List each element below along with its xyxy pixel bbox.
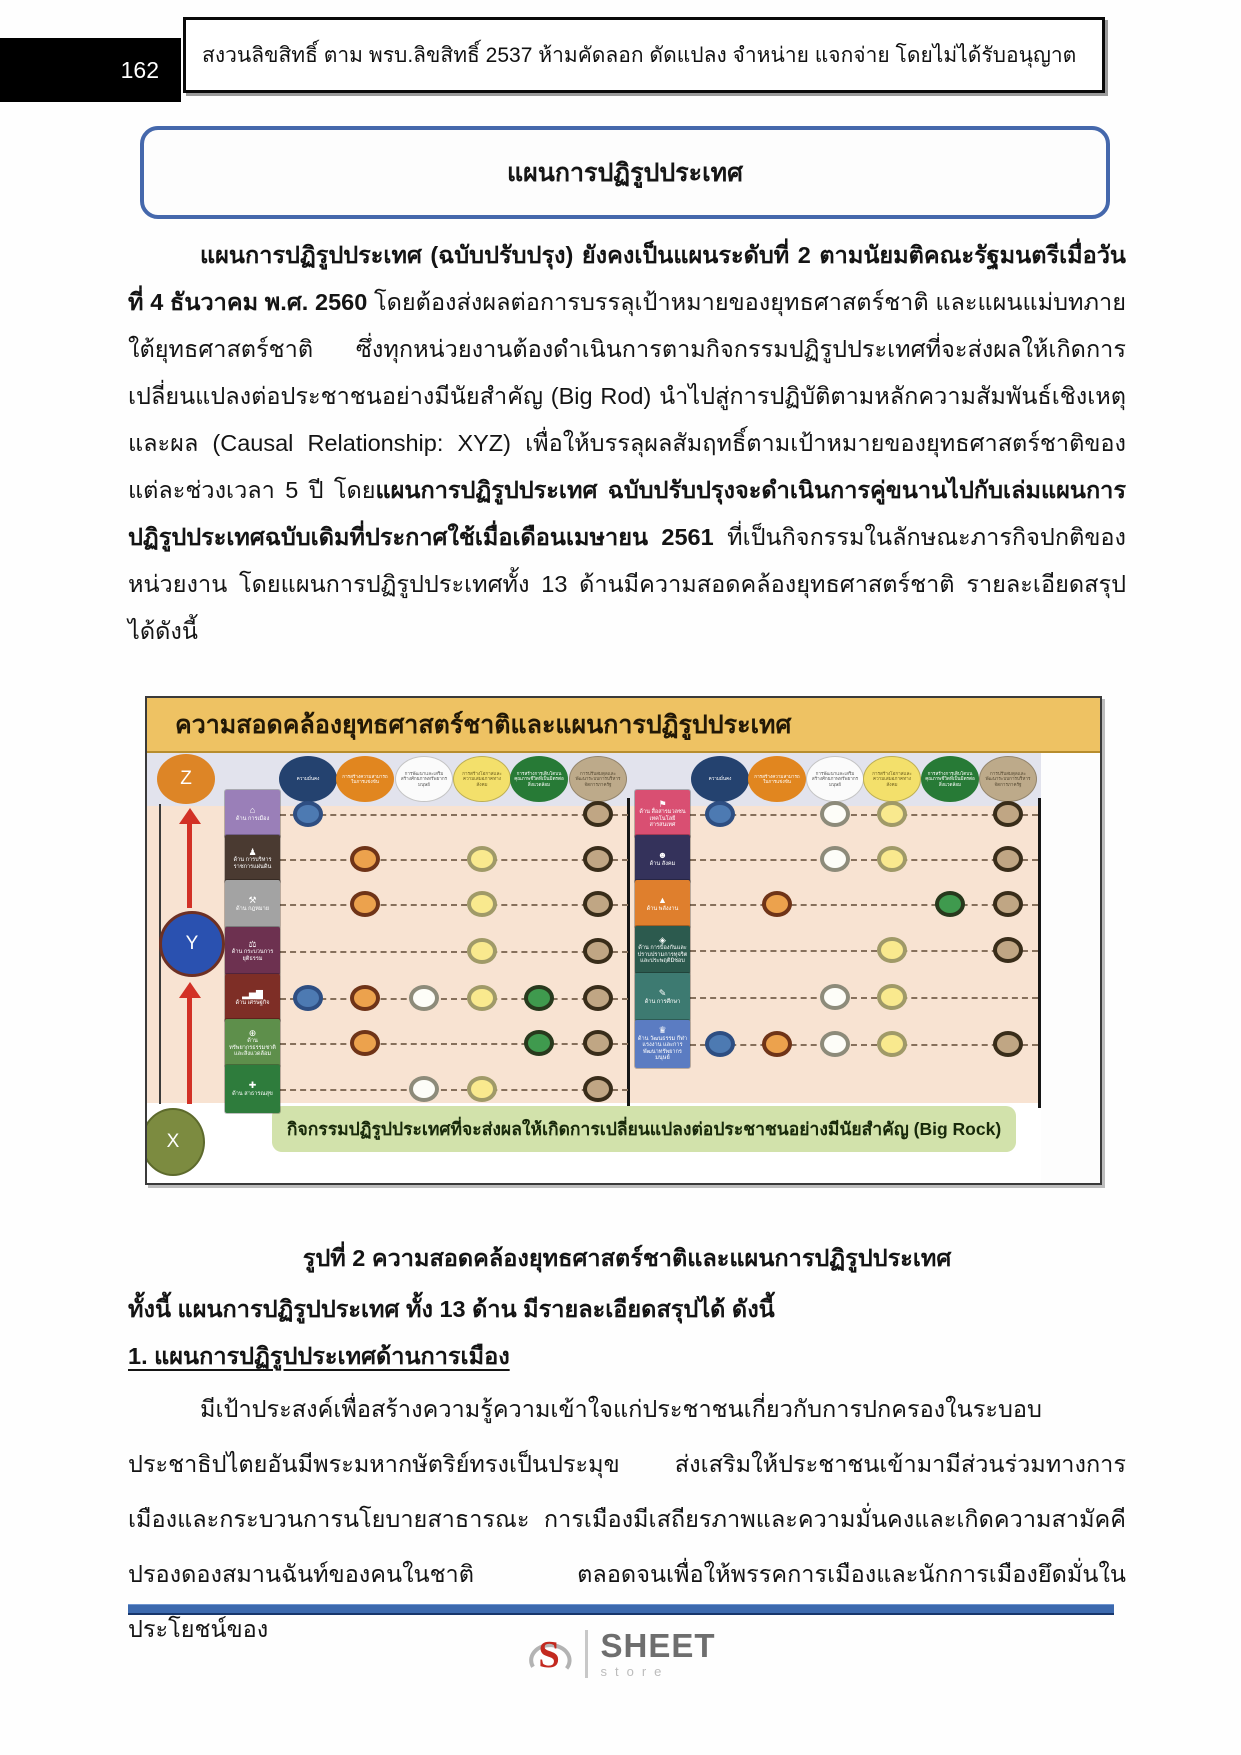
alignment-dot xyxy=(993,801,1023,827)
alignment-dot xyxy=(877,1031,907,1057)
section-body-paragraph: มีเป้าประสงค์เพื่อสร้างความรู้ความเข้าใจแก่ประชาชนเกี่ยวกับการปกครองในระบอบประชาธิปไตยอันมีพระมหากษัตริย์ทรงเป็นประมุข ส่งเสริมให้ประชาชนเข้ามามีส่วนร่วมทางการเมืองและกระบวนการนโยบายสาธารณะ การเมืองมีเสถียรภาพและความมั่นคงและเกิดความสามัคคีปรองดองสมานฉันท์ของคนในชาติ ตลอดจนเพื่อให้พรรคการเมืองและนักการเมืองยึดมั่นในประโยชน์ของ xyxy=(128,1396,1126,1642)
plan-icon: ◈ xyxy=(659,934,666,945)
row-connector-line xyxy=(690,1044,1038,1046)
plan-chip xyxy=(635,835,690,883)
row-connector-line xyxy=(690,859,1038,861)
alignment-dot xyxy=(762,891,792,917)
plan-icon: ⚒ xyxy=(248,895,257,906)
plan-label: ด้าน กระบวนการยุติธรรม xyxy=(231,949,274,962)
alignment-dot xyxy=(583,1030,613,1056)
alignment-dot xyxy=(993,891,1023,917)
plan-chip xyxy=(225,974,280,1022)
plan-chip xyxy=(635,880,690,928)
page-number: 162 xyxy=(120,56,159,83)
plan-chip xyxy=(225,1065,280,1113)
page-number-box xyxy=(0,38,181,102)
alignment-dot xyxy=(583,1076,613,1102)
strategy-oval: การสร้างความสามารถในการแข่งขัน xyxy=(336,756,394,802)
alignment-diagram xyxy=(145,696,1102,1185)
row-connector-line xyxy=(690,904,1038,906)
row-connector-line xyxy=(280,904,628,906)
alignment-dot xyxy=(583,846,613,872)
logo-divider xyxy=(585,1630,588,1678)
plan-chip xyxy=(225,835,280,883)
row-connector-line xyxy=(280,998,628,1000)
plan-label: ด้าน สังคม xyxy=(649,860,676,867)
plan-label: ด้าน กฎหมาย xyxy=(235,905,270,912)
y-axis-circle xyxy=(159,911,225,977)
plan-label: ด้าน วัฒนธรรม กีฬา แรงงาน และการพัฒนาทรัพยากรมนุษย์ xyxy=(637,1035,688,1062)
alignment-dot xyxy=(820,801,850,827)
plan-label: ด้าน ทรัพยากรธรรมชาติและสิ่งแวดล้อม xyxy=(229,1038,276,1057)
footer-logo xyxy=(0,1628,1241,1680)
section-intro-line: ทั้งนี้ แผนการปฏิรูปประเทศ ทั้ง 13 ด้าน มีรายละเอียดสรุปได้ ดังนี้ xyxy=(128,1296,775,1322)
plan-icon: ✎ xyxy=(658,988,667,999)
row-connector-line xyxy=(280,859,628,861)
z-axis-circle xyxy=(157,754,215,804)
brand-subtitle: store xyxy=(600,1664,670,1679)
plan-icon: ♛ xyxy=(658,1025,667,1036)
logo-text xyxy=(600,1629,715,1679)
plan-icon: ▲ xyxy=(658,895,667,906)
strategy-oval: การสร้างการเติบโตบนคุณภาพชีวิตที่เป็นมิตรต่อสิ่งแวดล้อม xyxy=(921,756,979,802)
row-connector-line xyxy=(690,997,1038,999)
plan-icon: ⊕ xyxy=(248,1027,257,1038)
plan-label: ด้าน เศรษฐกิจ xyxy=(235,999,270,1006)
paragraph-segment: แผนการปฏิรูปประเทศ (ฉบับปรับปรุง) ยังคงเป็นแผนระดับที่ 2 ตามนัยมติคณะรัฐมนตรีเมื่อวันที่ 4 ธันวาคม พ.ศ. 2560 xyxy=(128,242,1126,315)
strategy-oval: การปรับสมดุลและพัฒนาระบบการบริหารจัดการภาครัฐ xyxy=(979,756,1037,802)
plan-chip xyxy=(635,790,690,838)
big-rock-text: กิจกรรมปฏิรูปประเทศที่จะส่งผลให้เกิดการเปลี่ยนแปลงต่อประชาชนอย่างมีนัยสำคัญ (Big Rock) xyxy=(286,1119,1002,1139)
plan-label: ด้าน การศึกษา xyxy=(644,998,681,1005)
plan-label: ด้าน สาธารณสุข xyxy=(232,1090,273,1097)
row-connector-line xyxy=(280,1089,628,1091)
strategy-oval: การสร้างโอกาสและความเสมอภาคทางสังคม xyxy=(453,756,511,802)
alignment-dot xyxy=(524,1030,554,1056)
paragraph-segment: โดยต้องส่งผลต่อการบรรลุเป้าหมายของยุทธศาสตร์ชาติ และแผนแม่บทภายใต้ยุทธศาสตร์ชาติ ซึ่งทุกหน่วยงานต้องดำเนินการตามกิจกรรมปฏิรูปประเทศที่จะส่งผลให้เกิดการเปลี่ยนแปลงต่อประชาชนอย่างมีนัยสำคัญ (Big Rod) นำไปสู่การปฏิบัติตามหลักความสัมพันธ์เชิงเหตุและผล (Causal Relationship: XYZ) เพื่อให้บรรลุผลสัมฤทธิ์ตามเป้าหมายของยุทธศาสตร์ชาติของแต่ละช่วงเวลา 5 ปี โดย xyxy=(128,289,1126,503)
alignment-dot xyxy=(877,984,907,1010)
plan-chip xyxy=(225,1019,280,1067)
plan-icon: ⌂ xyxy=(249,805,256,816)
alignment-dot xyxy=(409,985,439,1011)
plan-chip xyxy=(635,926,690,974)
row-connector-line xyxy=(280,814,628,816)
diagram-title-bar xyxy=(147,698,1100,753)
alignment-dot xyxy=(993,1031,1023,1057)
chapter-title: แผนการปฏิรูปประเทศ xyxy=(506,158,744,187)
alignment-dot xyxy=(993,846,1023,872)
alignment-dot xyxy=(993,937,1023,963)
plan-chip xyxy=(635,973,690,1021)
alignment-dot xyxy=(877,937,907,963)
plan-chip xyxy=(225,927,280,975)
alignment-dot xyxy=(820,846,850,872)
alignment-dot xyxy=(762,1031,792,1057)
alignment-dot xyxy=(583,938,613,964)
strategy-oval: การสร้างความสามารถในการแข่งขัน xyxy=(748,756,806,802)
alignment-dot xyxy=(467,985,497,1011)
figure-caption: รูปที่ 2 ความสอดคล้องยุทธศาสตร์ชาติและแผนการปฏิรูปประเทศ xyxy=(302,1245,952,1271)
plan-icon: ♟ xyxy=(248,846,257,857)
alignment-dot xyxy=(467,1076,497,1102)
alignment-dot xyxy=(705,801,735,827)
alignment-dot xyxy=(705,1031,735,1057)
alignment-dot xyxy=(583,891,613,917)
strategy-oval: การสร้างโอกาสและความเสมอภาคทางสังคม xyxy=(863,756,921,802)
alignment-dot xyxy=(820,1031,850,1057)
plan-icon: ⚖ xyxy=(248,938,257,949)
plan-label: ด้าน การเมือง xyxy=(235,815,270,822)
copyright-notice-box xyxy=(183,17,1105,93)
plan-chip xyxy=(225,790,280,838)
alignment-dot xyxy=(935,891,965,917)
alignment-dot xyxy=(877,846,907,872)
plan-chip xyxy=(635,1020,690,1068)
plan-icon: ☻ xyxy=(657,850,668,861)
x-axis-circle xyxy=(145,1108,205,1176)
alignment-dot xyxy=(293,985,323,1011)
strategy-oval: การพัฒนาและเสริมสร้างศักยภาพทรัพยากรมนุษย์ xyxy=(806,756,864,802)
y-axis-label: Y xyxy=(185,933,199,954)
chapter-title-box xyxy=(140,126,1110,219)
section-heading: 1. แผนการปฏิรูปประเทศด้านการเมือง xyxy=(128,1343,510,1369)
arrow-shaft xyxy=(187,822,192,908)
strategy-oval: การสร้างการเติบโตบนคุณภาพชีวิตที่เป็นมิตรต่อสิ่งแวดล้อม xyxy=(510,756,568,802)
plan-label: ด้าน การบริหารราชการแผ่นดิน xyxy=(233,857,272,870)
alignment-dot xyxy=(583,985,613,1011)
alignment-dot xyxy=(467,846,497,872)
panel-divider-line xyxy=(627,798,630,1108)
alignment-dot xyxy=(350,1030,380,1056)
plan-icon: ✚ xyxy=(248,1080,257,1091)
alignment-dot xyxy=(350,985,380,1011)
svg-text:S: S xyxy=(538,1633,561,1676)
alignment-dot xyxy=(583,801,613,827)
diagram-right-margin xyxy=(1041,753,1102,1185)
alignment-dot xyxy=(293,801,323,827)
right-boundary-line xyxy=(1038,798,1041,1108)
alignment-dot xyxy=(524,985,554,1011)
plan-icon: ⚑ xyxy=(658,798,667,809)
diagram-title: ความสอดคล้องยุทธศาสตร์ชาติและแผนการปฏิรูปประเทศ xyxy=(175,710,792,739)
sheet-store-logo-icon xyxy=(525,1628,573,1680)
plan-chip xyxy=(225,880,280,928)
strategy-oval: การพัฒนาและเสริมสร้างศักยภาพทรัพยากรมนุษย์ xyxy=(395,756,453,802)
strategy-oval: ความมั่นคง xyxy=(691,756,749,802)
strategy-oval: การปรับสมดุลและพัฒนาระบบการบริหารจัดการภาครัฐ xyxy=(569,756,627,802)
paragraph-segment: แผนการปฏิรูปประเทศ ฉบับปรับปรุงจะดำเนินการคู่ขนานไปกับเล่มแผนการปฏิรูปประเทศฉบับเดิมที่ประกาศใช้เมื่อเดือนเมษายน 2561 xyxy=(128,477,1126,550)
brand-name: SHEET xyxy=(600,1627,716,1664)
alignment-dot xyxy=(467,938,497,964)
plan-label: ด้าน พลังงาน xyxy=(646,905,679,912)
alignment-dot xyxy=(467,891,497,917)
strategy-oval: ความมั่นคง xyxy=(279,756,337,802)
paragraph-segment: ที่เป็นกิจกรรมในลักษณะภารกิจปกติของหน่วยงาน โดยแผนการปฏิรูปประเทศทั้ง 13 ด้านมีความสอดคล้องยุทธศาสตร์ชาติ รายละเอียดสรุปได้ดังนี้ xyxy=(128,524,1126,644)
row-connector-line xyxy=(690,814,1038,816)
intro-paragraph xyxy=(128,232,1126,655)
arrow-shaft xyxy=(187,996,192,1104)
copyright-notice: สงวนลิขสิทธิ์ ตาม พรบ.ลิขสิทธิ์ 2537 ห้ามคัดลอก ดัดแปลง จำหน่าย แจกจ่าย โดยไม่ได้รับอนุญาต xyxy=(202,43,1077,67)
alignment-dot xyxy=(409,1076,439,1102)
x-axis-label: X xyxy=(166,1131,180,1152)
alignment-dot xyxy=(350,891,380,917)
row-connector-line xyxy=(280,951,628,953)
plan-label: ด้าน การป้องกันและปราบปรามการทุจริตและประพฤติมิชอบ xyxy=(637,945,688,964)
plan-label: ด้าน สื่อสารมวลชน เทคโนโลยีสารสนเทศ xyxy=(639,809,686,828)
big-rock-label xyxy=(272,1106,1016,1152)
plan-icon: ▂▅▇ xyxy=(242,989,263,1000)
row-connector-line xyxy=(280,1043,628,1045)
z-axis-label: Z xyxy=(180,768,192,789)
alignment-dot xyxy=(820,984,850,1010)
footer-divider-bar xyxy=(128,1604,1114,1615)
row-connector-line xyxy=(690,950,1038,952)
alignment-dot xyxy=(350,846,380,872)
alignment-dot xyxy=(877,801,907,827)
